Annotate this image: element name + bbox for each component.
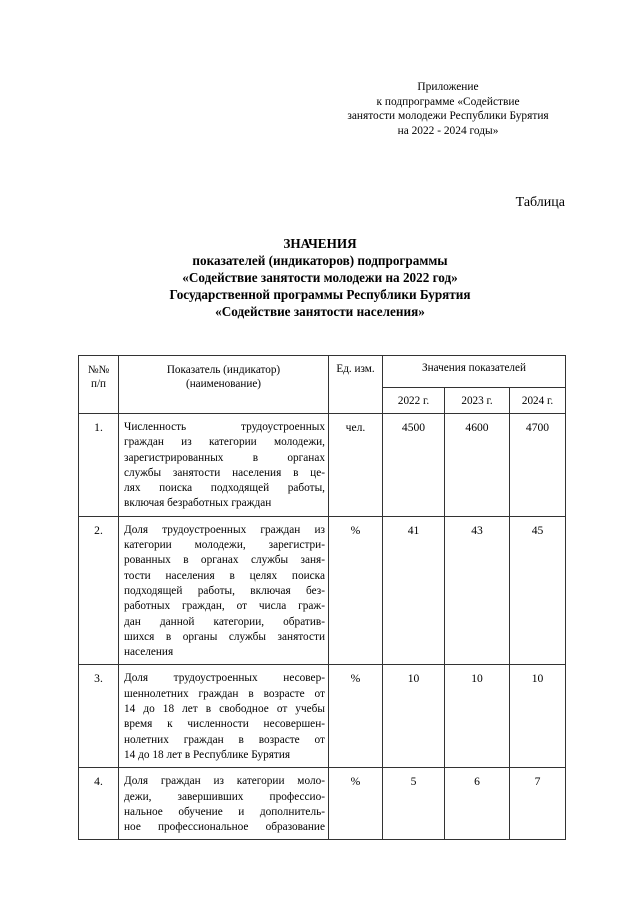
document-heading: [80, 235, 560, 320]
indicator-line: зарегистрированных в органах: [124, 451, 325, 464]
heading-title: ЗНАЧЕНИЯ: [283, 236, 357, 251]
row-value-2022: 10: [383, 665, 445, 768]
appendix-line: занятости молодежи Республики Бурятия: [347, 110, 549, 122]
table-row: [79, 414, 566, 517]
row-value-2024: 45: [510, 516, 566, 665]
table-row: [79, 768, 566, 840]
row-number: 3.: [79, 665, 119, 768]
row-value-2023: 43: [445, 516, 510, 665]
header-year: 2022 г.: [383, 388, 445, 414]
indicator-line: Численность трудоустроенных: [124, 421, 325, 433]
row-indicator: [119, 768, 329, 840]
table-label: Таблица: [515, 195, 565, 210]
indicator-line: включая безработных граждан: [124, 497, 272, 510]
row-value-2023: 4600: [445, 414, 510, 517]
header-unit: Ед. изм.: [329, 356, 383, 414]
indicators-table: [78, 355, 566, 840]
row-value-2023: 10: [445, 665, 510, 768]
row-value-2022: 5: [383, 768, 445, 840]
indicator-line: Доля граждан из категории моло-: [124, 775, 325, 788]
appendix-line: Приложение: [417, 81, 479, 93]
indicator-line: лях поиска подходящей работы,: [124, 482, 325, 495]
header-number-line: п/п: [90, 378, 107, 390]
indicator-line: дан данной категории, обратив-: [124, 615, 325, 628]
header-values-group: Значения показателей: [383, 356, 566, 388]
indicator-line: ное профессиональное образование: [124, 821, 325, 834]
indicator-line: Доля трудоустроенных несовер-: [124, 672, 325, 685]
row-value-2023: 6: [445, 768, 510, 840]
indicator-line: подходящей работы, включая без-: [124, 584, 325, 597]
row-value-2022: 4500: [383, 414, 445, 517]
appendix-line: к подпрограмме «Содействие: [376, 95, 520, 108]
row-unit: %: [329, 768, 383, 840]
header-number: [79, 356, 119, 414]
heading-line: Государственной программы Республики Бурятия: [169, 287, 471, 302]
row-indicator: [119, 516, 329, 665]
heading-line: «Содействие занятости молодежи на 2022 год»: [182, 270, 458, 285]
indicator-line: службы занятости населения в це-: [124, 466, 325, 479]
row-indicator: [119, 414, 329, 517]
row-value-2022: 41: [383, 516, 445, 665]
indicator-line: дежи, завершивших профессио-: [124, 790, 325, 803]
heading-line: показателей (индикаторов) подпрограммы: [192, 253, 448, 268]
header-indicator-line: Показатель (индикатор): [166, 364, 281, 376]
indicator-line: категории молодежи, зарегистри-: [124, 539, 325, 552]
header-indicator: [119, 356, 329, 414]
indicator-line: населения: [124, 646, 174, 659]
indicator-line: шихся в органы службы занятости: [124, 630, 325, 643]
header-indicator-line: (наименование): [185, 378, 262, 390]
row-unit: чел.: [329, 414, 383, 517]
row-value-2024: 4700: [510, 414, 566, 517]
indicator-line: шеннолетних граждан в возрасте от: [124, 687, 325, 700]
indicator-line: нальное обучение и дополнитель-: [124, 805, 325, 818]
indicator-line: время к численности несовершен-: [124, 718, 325, 731]
indicator-line: 14 до 18 лет в Республике Бурятия: [124, 748, 291, 761]
row-number: 1.: [79, 414, 119, 517]
heading-line: «Содействие занятости населения»: [215, 304, 425, 319]
table-row: [79, 516, 566, 665]
indicator-line: 14 до 18 лет в свободное от учебы: [124, 703, 325, 716]
indicator-line: работных граждан, от числа граж-: [124, 600, 325, 613]
header-year: 2023 г.: [445, 388, 510, 414]
row-number: 2.: [79, 516, 119, 665]
indicator-line: тости населения в целях поиска: [124, 569, 325, 582]
row-number: 4.: [79, 768, 119, 840]
indicator-line: рованных в органах службы заня-: [124, 554, 325, 567]
row-value-2024: 7: [510, 768, 566, 840]
appendix-note: [330, 80, 566, 138]
row-unit: %: [329, 516, 383, 665]
row-indicator: [119, 665, 329, 768]
header-year: 2024 г.: [510, 388, 566, 414]
appendix-line: на 2022 - 2024 годы»: [397, 124, 499, 137]
row-value-2024: 10: [510, 665, 566, 768]
table-row: [79, 665, 566, 768]
row-unit: %: [329, 665, 383, 768]
header-number-line: №№: [87, 364, 110, 376]
indicator-line: граждан из категории молодежи,: [124, 436, 325, 449]
indicator-line: нолетних граждан в возрасте от: [124, 733, 325, 746]
indicator-line: Доля трудоустроенных граждан из: [124, 523, 325, 536]
